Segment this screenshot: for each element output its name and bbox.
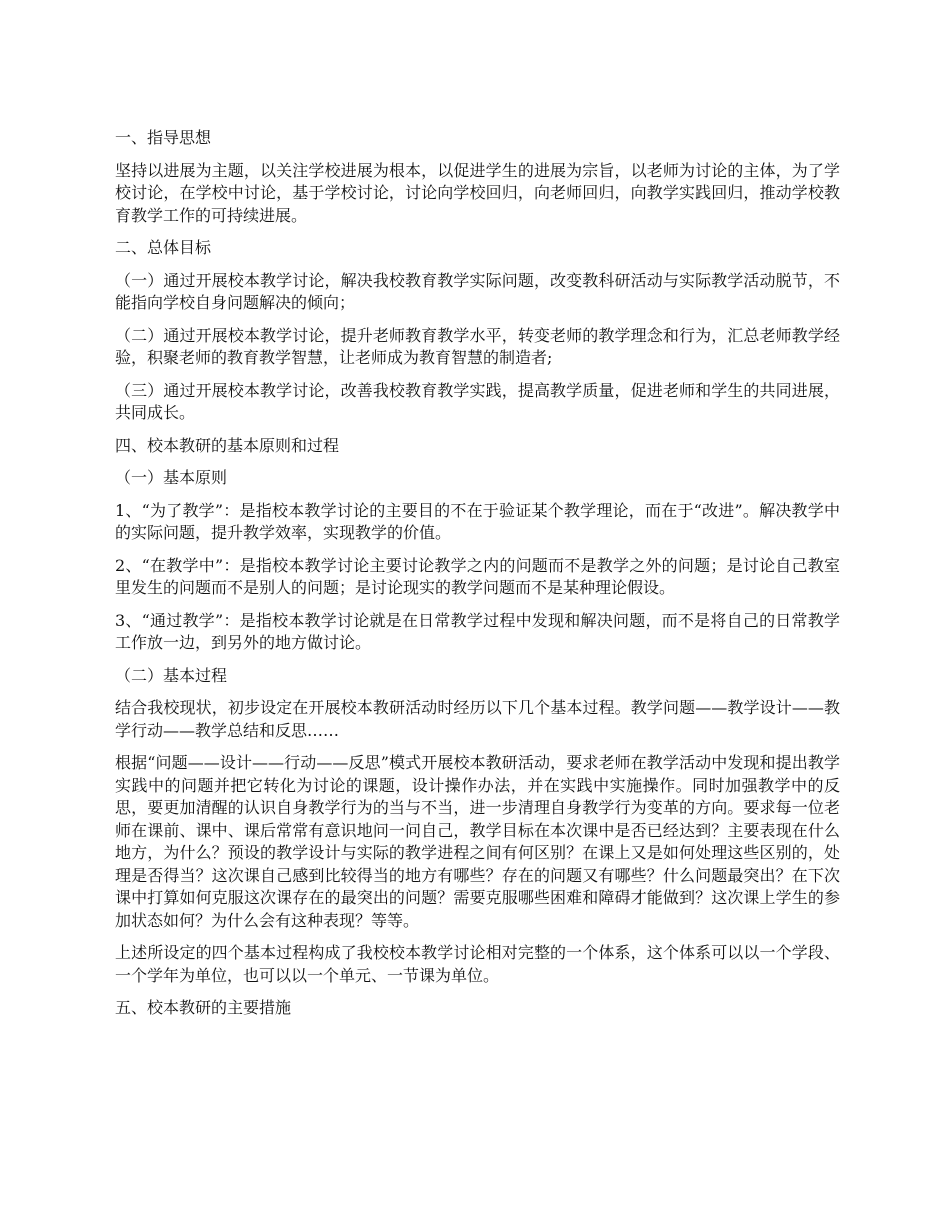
paragraph-principle-2: 2、“在教学中”：是指校本教学讨论主要讨论教学之内的问题而不是教学之外的问题；是讨论自己教室里发生的问题而不是别人的问题；是讨论现实的教学问题而不是某种理论假设。 xyxy=(115,555,840,597)
paragraph-goal-1: （一）通过开展校本教学讨论，解决我校教育教学实际问题，改变教科研活动与实际教学活动脱节，不能指向学校自身问题解决的倾向； xyxy=(115,270,840,312)
paragraph-process-overview: 结合我校现状，初步设定在开展校本教研活动时经历以下几个基本过程。教学问题——教学设计——教学行动——教学总结和反思…… xyxy=(115,698,840,740)
subheading-basic-principles: （一）基本原则 xyxy=(115,468,228,487)
paragraph-process-system: 上述所设定的四个基本过程构成了我校校本教学讨论相对完整的一个体系，这个体系可以以一个学段、一个学年为单位，也可以以一个单元、一节课为单位。 xyxy=(115,943,840,985)
paragraph-principle-1: 1、“为了教学”：是指校本教学讨论的主要目的不在于验证某个教学理论，而在于“改进”。解决教学中的实际问题，提升教学效率，实现教学的价值。 xyxy=(115,500,840,542)
section-heading-overall-goals: 二、总体目标 xyxy=(115,238,212,257)
paragraph-goal-2: （二）通过开展校本教学讨论，提升老师教育教学水平，转变老师的教学理念和行为，汇总老师教学经验，积聚老师的教育教学智慧，让老师成为教育智慧的制造者; xyxy=(115,325,840,367)
paragraph-goal-3: （三）通过开展校本教学讨论，改善我校教育教学实践，提高教学质量，促进老师和学生的共同进展，共同成长。 xyxy=(115,380,840,422)
paragraph-principle-3: 3、“通过教学”：是指校本教学讨论就是在日常教学过程中发现和解决问题，而不是将自己的日常教学工作放一边，到另外的地方做讨论。 xyxy=(115,610,840,652)
section-heading-guiding-ideology: 一、指导思想 xyxy=(115,128,212,147)
document-page xyxy=(115,127,840,1030)
paragraph-guiding-ideology: 坚持以进展为主题，以关注学校进展为根本，以促进学生的进展为宗旨，以老师为讨论的主体，为了学校讨论，在学校中讨论，基于学校讨论，讨论向学校回归，向老师回归，向教学实践回归，推动学校教育教学工作的可持续进展。 xyxy=(115,160,840,225)
section-heading-principles-process: 四、校本教研的基本原则和过程 xyxy=(115,435,340,455)
paragraph-process-detail: 根据“问题——设计——行动——反思”模式开展校本教研活动，要求老师在教学活动中发现和提出教学实践中的问题并把它转化为讨论的课题，设计操作办法，并在实践中实施操作。同时加强教学中的反思，要更加清醒的认识自身教学行为的当与不当，进一步清理自身教学行为变革的方向。要求每一位老师在课前、课中、课后常常有意识地问一问自己，教学目标在本次课中是否已经达到？主要表现在什么地方，为什么？预设的教学设计与实际的教学进程之间有何区别？在课上又是如何处理这些区别的，处理是否得当？这次课自己感到比较得当的地方有哪些？存在的问题又有哪些？什么问题最突出？在下次课中打算如何克服这次课存在的最突出的问题？需要克服哪些困难和障碍才能做到？这次课上学生的参加状态如何？为什么会有这种表现？等等。 xyxy=(115,753,840,930)
section-heading-main-measures: 五、校本教研的主要措施 xyxy=(115,998,292,1017)
subheading-basic-process: （二）基本过程 xyxy=(115,665,228,685)
